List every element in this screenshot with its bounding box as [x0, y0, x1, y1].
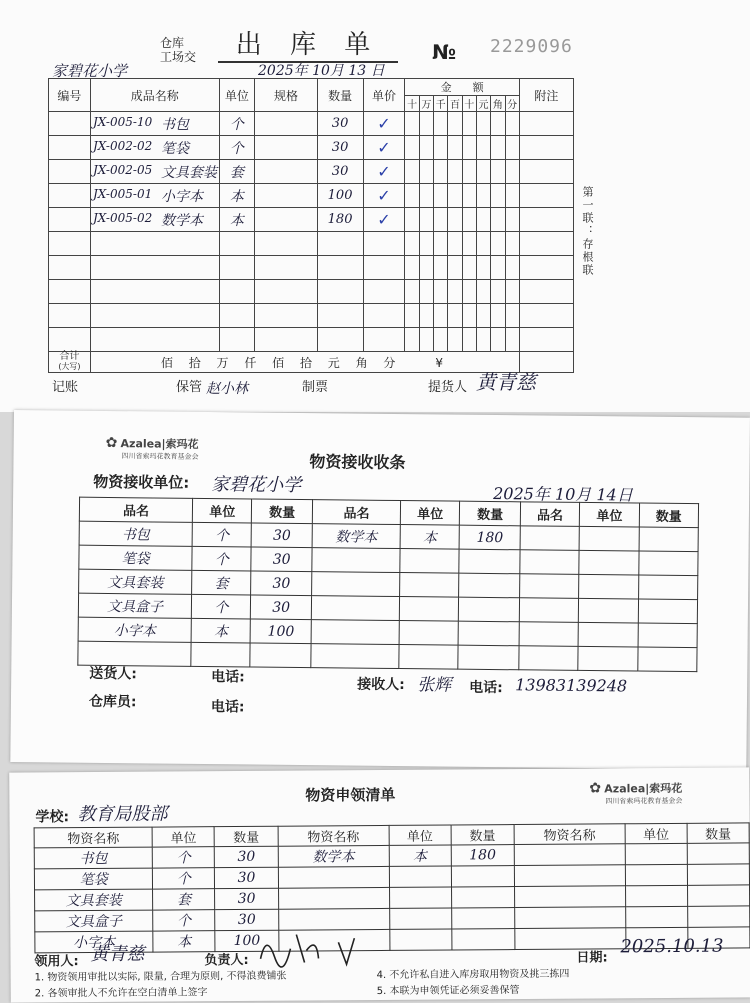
item-unit: 本 — [229, 188, 244, 205]
item-unit: 套 — [229, 164, 244, 181]
table-cell — [311, 644, 399, 669]
table-cell: 套 — [153, 889, 215, 910]
amount-unit: 元 — [476, 96, 490, 112]
table-cell — [519, 622, 579, 647]
sender-label: 送货人: — [89, 665, 137, 683]
receiver-phone-label: 电话: — [469, 679, 503, 697]
table-cell — [458, 645, 519, 670]
table-cell — [451, 929, 515, 950]
requisition-table — [34, 822, 750, 953]
table-cell — [579, 550, 639, 575]
azalea-logo: ✿ Azalea|索玛花 四川省索玛花教育基金会 — [589, 780, 683, 806]
table-cell: 30 — [252, 523, 313, 548]
table-cell: 个 — [153, 910, 215, 931]
outbound-slip — [0, 0, 750, 412]
school-label: 学校: — [35, 809, 70, 826]
item-qty: 180 — [327, 212, 353, 227]
column-header: 单位 — [625, 823, 687, 843]
column-header: 数量 — [252, 499, 313, 524]
item-qty: 30 — [331, 116, 349, 131]
sender-phone-label: 电话: — [211, 669, 245, 686]
item-qty: 30 — [331, 164, 349, 179]
table-cell: 30 — [251, 547, 312, 572]
table-cell — [638, 551, 698, 576]
table-row — [49, 232, 574, 256]
table-row — [49, 136, 574, 160]
header-unit: 单位 — [219, 79, 255, 112]
amount-unit: 万 — [419, 96, 433, 112]
column-header: 物资名称 — [278, 825, 389, 846]
table-cell — [451, 908, 515, 929]
table-cell: 本 — [389, 845, 451, 866]
table-cell: 个 — [191, 594, 251, 619]
picker-signature: 黄青慈 — [476, 370, 536, 394]
column-header: 数量 — [451, 825, 515, 845]
receiver-label: 接收人: — [357, 676, 405, 694]
requisition-title: 物资申领清单 — [305, 785, 396, 805]
table-row — [78, 641, 697, 671]
receiving-unit-label: 物资接收单位: — [93, 472, 190, 492]
table-cell: 100 — [215, 930, 279, 951]
table-cell: 笔袋 — [34, 868, 153, 890]
slip-number: 2229096 — [490, 36, 573, 57]
column-header: 单位 — [193, 498, 253, 523]
table-cell — [389, 887, 451, 908]
table-cell: 数学本 — [278, 845, 389, 867]
table-cell — [519, 646, 579, 671]
table-cell — [389, 866, 451, 887]
column-header: 数量 — [639, 503, 699, 528]
bookkeeper-label: 记账 — [52, 380, 79, 395]
warehouse-keeper-label: 仓库员: — [88, 693, 137, 711]
table-row — [49, 208, 574, 232]
amount-unit: 十 — [405, 96, 419, 112]
table-cell: 100 — [251, 619, 312, 644]
table-cell — [399, 645, 459, 670]
table-cell — [459, 549, 520, 574]
table-cell — [688, 906, 750, 927]
table-cell — [278, 887, 389, 909]
item-name: 文具套装 — [161, 165, 217, 181]
item-name: 小字本 — [161, 189, 203, 205]
requisition-list — [9, 767, 750, 1002]
check-mark-icon: ✓ — [377, 162, 391, 181]
table-cell: 数学本 — [312, 524, 400, 549]
header-note: 附注 — [519, 79, 573, 112]
table-cell: 小字本 — [35, 931, 154, 953]
table-cell — [515, 928, 626, 950]
date-value: 2025.10.13 — [620, 935, 724, 958]
maker-label: 制票 — [302, 380, 329, 395]
item-code: JX-002-05 — [93, 163, 153, 177]
table-cell: 180 — [459, 525, 520, 550]
table-cell: 30 — [215, 867, 279, 888]
table-cell — [311, 596, 399, 621]
amount-unit: 十 — [462, 96, 476, 112]
table-cell: 文具套装 — [79, 569, 192, 594]
table-cell: 30 — [215, 909, 279, 930]
table-cell: 套 — [192, 570, 252, 595]
table-cell — [459, 573, 520, 598]
date-label: 日期: — [576, 950, 608, 966]
item-code: JX-005-10 — [93, 115, 153, 129]
receipt-title: 物资接收收条 — [309, 452, 406, 473]
item-qty: 30 — [331, 140, 349, 155]
total-units: 佰 拾 万 仟 佰 拾 元 角 分 ¥ — [90, 352, 519, 373]
customer-name: 家碧花小学 — [52, 62, 128, 80]
table-row — [49, 112, 574, 136]
table-cell: 个 — [153, 868, 215, 889]
column-header: 单位 — [580, 502, 640, 527]
table-cell — [515, 886, 626, 908]
table-cell — [687, 885, 749, 906]
check-mark-icon: ✓ — [377, 210, 391, 229]
item-code: JX-005-01 — [93, 187, 153, 201]
table-cell — [638, 575, 698, 600]
check-mark-icon: ✓ — [377, 114, 391, 133]
number-label: № — [432, 40, 457, 64]
table-cell — [579, 526, 639, 551]
table-cell: 书包 — [34, 847, 153, 869]
table-cell — [520, 550, 580, 575]
receiving-unit-value: 家碧花小学 — [211, 474, 302, 497]
column-header: 数量 — [214, 826, 278, 846]
table-cell: 个 — [153, 847, 215, 868]
table-cell — [389, 929, 451, 950]
table-row — [49, 328, 574, 352]
receipt-date: 2025年 10月 14日 — [493, 484, 633, 505]
receipt-table — [77, 497, 699, 672]
table-cell — [514, 865, 625, 887]
table-cell: 文具盒子 — [35, 910, 154, 932]
column-header: 品名 — [520, 502, 580, 527]
table-cell — [578, 622, 638, 647]
slip-title: 出 库 单 — [218, 24, 398, 63]
flower-icon: ✿ — [105, 434, 118, 452]
header-spec: 规格 — [255, 79, 317, 112]
table-row — [49, 160, 574, 184]
receiver-signature: 黄青慈 — [90, 943, 145, 966]
table-cell — [459, 597, 520, 622]
outbound-table — [48, 78, 574, 373]
table-row — [49, 280, 574, 304]
table-cell — [637, 647, 697, 672]
note-4: 4. 不允许私自进入库房取用物资及挑三拣四 — [376, 968, 570, 982]
table-cell: 小字本 — [78, 617, 191, 642]
table-cell: 个 — [192, 546, 252, 571]
table-cell — [625, 885, 687, 906]
item-unit: 个 — [229, 116, 244, 133]
copy-side-note: 第一联：存根联 — [581, 186, 594, 277]
table-cell — [639, 527, 699, 552]
flower-icon: ✿ — [589, 780, 602, 797]
table-cell — [579, 598, 639, 623]
table-cell — [451, 887, 515, 908]
column-header: 单位 — [400, 501, 460, 526]
receiver-signature: 张辉 — [417, 675, 452, 696]
dept-label: 仓库 工场交 — [160, 36, 197, 64]
item-code: JX-005-02 — [93, 211, 153, 225]
column-header: 品名 — [79, 497, 192, 522]
item-unit: 本 — [229, 212, 244, 229]
table-cell — [451, 866, 515, 887]
header-amount: 金 额 — [405, 79, 519, 96]
table-cell: 个 — [192, 522, 252, 547]
keeper-label: 保管 — [176, 380, 203, 395]
table-cell — [625, 864, 687, 885]
table-cell: 30 — [251, 571, 312, 596]
table-cell — [519, 598, 579, 623]
table-cell: 30 — [251, 595, 312, 620]
table-cell: 书包 — [79, 521, 192, 546]
table-cell — [311, 620, 399, 645]
column-header: 品名 — [312, 500, 400, 525]
table-cell — [399, 621, 459, 646]
table-cell — [687, 843, 749, 864]
item-name: 数学本 — [161, 213, 203, 229]
table-row — [49, 184, 574, 208]
column-header: 物资名称 — [34, 827, 152, 848]
note-1: 1. 物资领用审批以实际, 限量, 合理为原则, 不得浪费铺张 — [34, 970, 287, 984]
receipt-slip — [10, 410, 750, 770]
table-cell: 文具套装 — [35, 889, 154, 911]
header-code: 编号 — [49, 79, 91, 112]
table-cell — [278, 866, 389, 888]
table-cell — [578, 646, 638, 671]
column-header: 数量 — [460, 501, 521, 526]
item-unit: 个 — [229, 140, 244, 157]
table-cell — [278, 908, 389, 930]
azalea-logo: ✿ Azalea|索玛花 四川省索玛花教育基金会 — [105, 434, 199, 461]
keeper-phone-label: 电话: — [210, 699, 245, 716]
table-cell: 本 — [400, 525, 460, 550]
total-label: 合计 (大写) — [49, 352, 91, 373]
amount-unit: 角 — [491, 96, 505, 112]
responsible-label: 负责人: — [204, 952, 249, 969]
table-cell — [638, 623, 698, 648]
table-cell — [520, 574, 580, 599]
slip-date: 2025年 10月 13 日 — [258, 63, 385, 79]
header-qty: 数量 — [317, 79, 363, 112]
table-cell: 30 — [215, 888, 279, 909]
amount-unit: 千 — [434, 96, 448, 112]
amount-unit: 分 — [505, 96, 519, 112]
table-cell: 本 — [153, 931, 215, 952]
note-2: 2. 各领审批人不允许在空白清单上签字 — [34, 987, 208, 1000]
table-cell — [579, 574, 639, 599]
column-header: 物资名称 — [514, 824, 625, 845]
picker-label: 提货人 — [428, 380, 468, 395]
table-cell — [312, 548, 400, 573]
column-header: 单位 — [389, 825, 451, 845]
table-cell — [514, 844, 625, 866]
table-cell — [520, 526, 580, 551]
header-price: 单价 — [363, 79, 405, 112]
item-name: 笔袋 — [161, 141, 189, 157]
responsible-signature — [256, 928, 366, 969]
keeper-signature: 赵小林 — [206, 381, 248, 397]
table-cell — [458, 621, 519, 646]
header-name: 成品名称 — [90, 79, 219, 112]
column-header: 单位 — [152, 827, 214, 847]
table-cell: 笔袋 — [79, 545, 192, 570]
item-name: 书包 — [161, 117, 189, 133]
column-header: 数量 — [687, 823, 749, 843]
receiver-phone: 13983139248 — [515, 675, 628, 696]
table-cell — [389, 908, 451, 929]
table-row — [49, 256, 574, 280]
table-cell — [638, 599, 698, 624]
amount-unit: 百 — [448, 96, 462, 112]
table-cell — [400, 573, 460, 598]
check-mark-icon: ✓ — [377, 186, 391, 205]
receiver-label: 领用人: — [34, 954, 79, 970]
table-row — [49, 304, 574, 328]
table-cell — [250, 643, 311, 668]
table-cell — [515, 907, 626, 929]
table-cell — [687, 864, 749, 885]
school-value: 教育局股部 — [77, 803, 168, 826]
note-5: 5. 本联为申领凭证必须妥善保管 — [376, 985, 520, 998]
item-code: JX-002-02 — [93, 139, 153, 153]
table-cell: 文具盒子 — [78, 593, 191, 618]
table-cell — [626, 906, 688, 927]
table-cell: 30 — [215, 846, 279, 867]
item-qty: 100 — [327, 188, 353, 203]
table-cell — [400, 549, 460, 574]
table-cell — [399, 597, 459, 622]
table-cell — [191, 642, 251, 667]
check-mark-icon: ✓ — [377, 138, 391, 157]
table-cell: 本 — [191, 618, 251, 643]
table-cell — [312, 572, 400, 597]
table-cell: 180 — [451, 845, 515, 866]
table-cell — [625, 843, 687, 864]
